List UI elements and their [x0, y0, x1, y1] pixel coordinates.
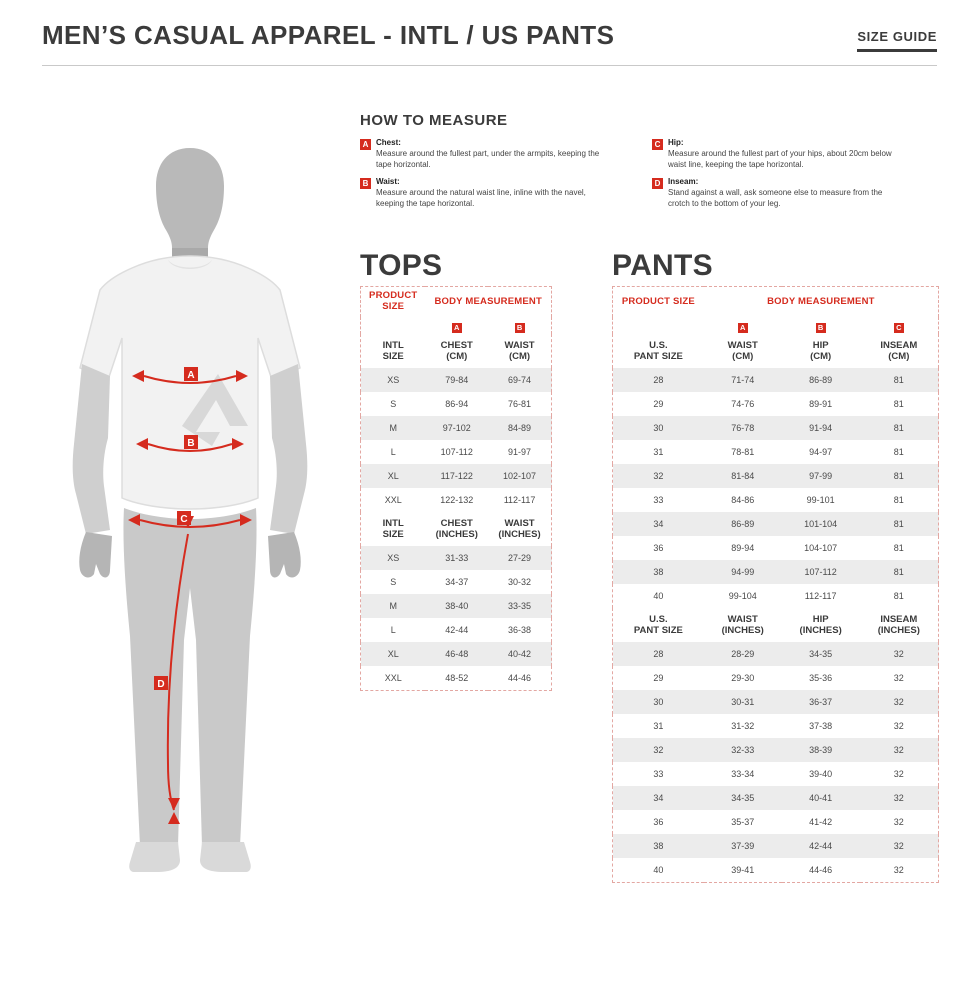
pants-group-body-measurement: BODY MEASUREMENT — [767, 295, 875, 307]
tops-col-chest-inches: CHEST (INCHES) — [435, 517, 478, 540]
measure-item-name: Chest: — [376, 138, 401, 147]
marker-c-icon: C — [652, 139, 663, 150]
pants-section-title: PANTS — [612, 249, 713, 282]
table-row: 38 94-99 107-112 81 — [613, 560, 939, 584]
table-row: M 97-102 84-89 — [361, 416, 552, 440]
table-group-header-row — [613, 287, 939, 318]
table-row: 32 32-33 38-39 32 — [613, 738, 939, 762]
marker-d-icon: D — [652, 178, 663, 189]
table-column-header-row — [361, 334, 552, 368]
marker-a-icon: A — [360, 139, 371, 150]
table-row: 36 89-94 104-107 81 — [653, 543, 904, 553]
table-column-header-row — [613, 608, 939, 642]
measure-item-text: Measure around the natural waist line, inline with the navel, keeping the tape horizontal. — [376, 188, 586, 208]
measure-item-text: Measure around the fullest part, under the armpits, keeping the tape horizontal. — [376, 148, 600, 169]
tops-col-waist-inches: WAIST (INCHES) — [498, 517, 541, 540]
table-row: 29 29-30 35-36 32 — [653, 673, 904, 683]
pants-col-inseam-inches: INSEAM (INCHES) — [877, 613, 920, 636]
table-row: 40 39-41 44-46 32 — [653, 865, 904, 875]
table-row: 40 99-104 112-117 81 — [653, 591, 904, 601]
size-guide-label: SIZE GUIDE — [857, 29, 937, 52]
pants-tag-b: B — [782, 317, 860, 334]
tops-col-intl-size: INTL SIZE — [382, 339, 404, 362]
marker-b-icon: B — [360, 178, 371, 189]
pants-col-us-size: U.S. PANT SIZE — [633, 339, 683, 362]
page-title: MEN’S CASUAL APPAREL - INTL / US PANTS — [42, 20, 615, 50]
table-row: S 86-94 76-81 — [390, 399, 532, 409]
tops-size-table — [360, 286, 552, 691]
table-column-header-row — [361, 512, 552, 546]
svg-text:C: C — [180, 514, 188, 525]
table-group-header-row — [361, 287, 552, 318]
table-row: 31 31-32 37-38 32 — [653, 721, 904, 731]
svg-text:B: B — [187, 438, 195, 449]
table-row: L 42-44 36-38 — [390, 625, 532, 635]
table-row: S 34-37 30-32 — [390, 577, 532, 587]
tops-group-body-measurement: BODY MEASUREMENT — [434, 295, 542, 307]
measure-item-name: Hip: — [668, 138, 684, 147]
table-column-header-row — [613, 334, 939, 368]
tops-group-product-size: PRODUCT SIZE — [369, 290, 418, 312]
pants-col-inseam-cm: INSEAM (CM) — [880, 339, 918, 362]
table-row: XS 31-33 27-29 — [361, 546, 552, 570]
table-row: XL 46-48 40-42 — [361, 642, 552, 666]
tops-section-title: TOPS — [360, 249, 443, 282]
table-row: 34 86-89 101-104 81 — [613, 512, 939, 536]
page-header — [42, 20, 937, 72]
measure-item-text: Measure around the fullest part of your hips, about 20cm below waist line, keeping the tape horizontal. — [668, 148, 892, 169]
svg-text:A: A — [187, 370, 195, 381]
table-row: 36 35-37 41-42 32 — [653, 817, 904, 827]
measure-item-hip — [652, 138, 902, 170]
svg-text:D: D — [157, 679, 165, 690]
table-row: 30 76-78 91-94 81 — [613, 416, 939, 440]
measure-item-waist — [360, 177, 610, 209]
tops-col-waist-cm: WAIST (CM) — [504, 339, 535, 362]
table-tag-row — [613, 317, 939, 334]
table-row: XS 79-84 69-74 — [361, 368, 552, 392]
table-row: XL 117-122 102-107 — [361, 464, 552, 488]
how-to-measure-column-right — [652, 138, 902, 217]
table-row: 31 78-81 94-97 81 — [653, 447, 904, 457]
measure-item-name: Waist: — [376, 177, 400, 187]
pants-col-waist-inches: WAIST (INCHES) — [721, 613, 764, 636]
tops-col-chest-cm: CHEST (CM) — [440, 339, 473, 362]
measure-item-chest — [360, 138, 610, 170]
table-row: 30 30-31 36-37 32 — [613, 690, 939, 714]
measure-item-name: Inseam: — [668, 177, 699, 187]
measure-item-inseam — [652, 177, 902, 209]
table-row: 38 37-39 42-44 32 — [613, 834, 939, 858]
pants-size-table — [612, 286, 939, 883]
mannequin-illustration — [40, 130, 340, 890]
table-row: XXL 48-52 44-46 — [384, 673, 532, 683]
tops-tag-b: B — [488, 317, 551, 334]
how-to-measure-column-left — [360, 138, 610, 217]
table-row: 33 33-34 39-40 32 — [653, 769, 904, 779]
pants-tag-a: A — [704, 317, 782, 334]
table-row: 28 28-29 34-35 32 — [613, 642, 939, 666]
table-row: M 38-40 33-35 — [361, 594, 552, 618]
tops-tag-a: A — [425, 317, 488, 334]
table-row: 34 34-35 40-41 32 — [613, 786, 939, 810]
table-row: XXL 122-132 112-117 — [384, 495, 536, 505]
how-to-measure-section — [360, 112, 940, 217]
table-row: 28 71-74 86-89 81 — [613, 368, 939, 392]
tops-col-intl-size-in: INTL SIZE — [382, 517, 404, 540]
table-row: 33 84-86 99-101 81 — [653, 495, 904, 505]
pants-tag-c: C — [860, 317, 939, 334]
table-row: 29 74-76 89-91 81 — [653, 399, 904, 409]
table-row: L 107-112 91-97 — [390, 447, 532, 457]
how-to-measure-title: HOW TO MEASURE — [360, 112, 508, 129]
pants-col-hip-inches: HIP (INCHES) — [799, 613, 842, 636]
table-tag-row — [361, 317, 552, 334]
pants-col-us-size-in: U.S. PANT SIZE — [633, 613, 683, 636]
pants-col-hip-cm: HIP (CM) — [810, 339, 832, 362]
measure-item-text: Stand against a wall, ask someone else to measure from the crotch to the bottom of your leg. — [668, 188, 883, 208]
pants-col-waist-cm: WAIST (CM) — [727, 339, 758, 362]
table-row: 32 81-84 97-99 81 — [613, 464, 939, 488]
header-divider — [42, 65, 937, 66]
pants-group-product-size: PRODUCT SIZE — [621, 295, 695, 307]
